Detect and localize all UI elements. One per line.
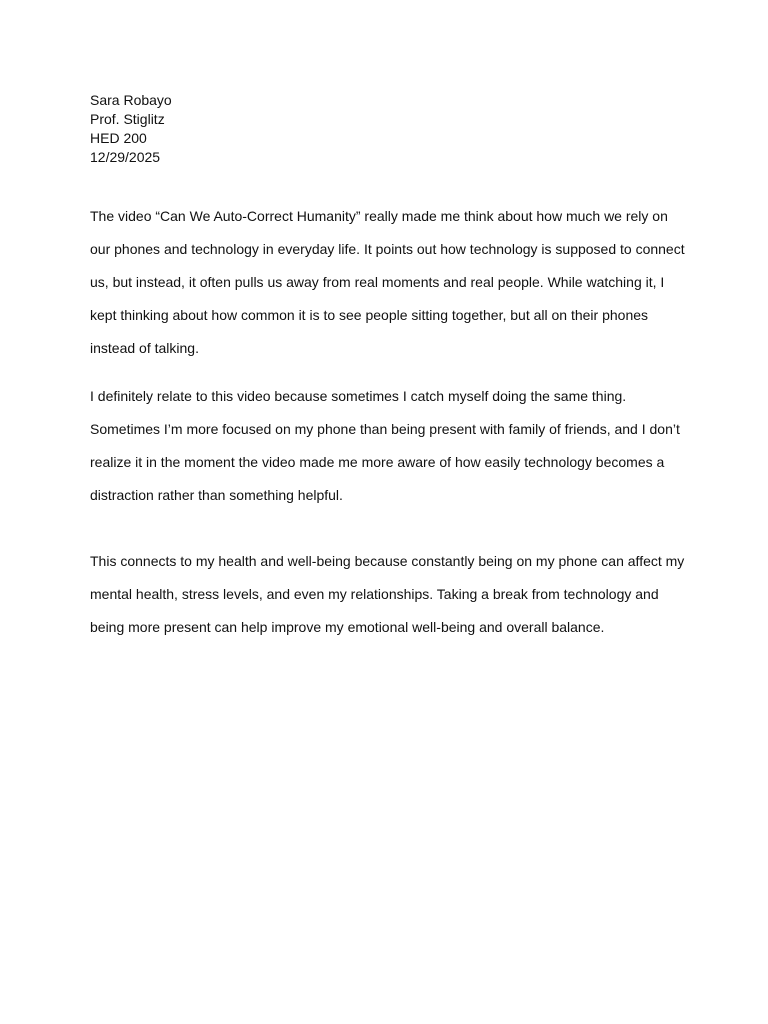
paragraph-line: instead of talking. [90, 340, 199, 356]
paragraph-line: mental health, stress levels, and even my relationships. Taking a break from technology and [90, 586, 659, 602]
paragraph-spacer [90, 365, 690, 380]
paragraph-spacer [90, 512, 690, 545]
paragraph-line: I definitely relate to this video because sometimes I catch myself doing the same thing. [90, 388, 627, 404]
paragraph-line: Sometimes I’m more focused on my phone than being present with family of friends, and I don’t [90, 421, 680, 437]
paragraph-line: realize it in the moment the video made me more aware of how easily technology becomes a [90, 454, 665, 470]
student-name: Sara Robayo [90, 92, 172, 108]
paragraph-line: The video “Can We Auto-Correct Humanity” really made me think about how much we rely on [90, 208, 668, 224]
paragraph-line: kept thinking about how common it is to see people sitting together, but all on their phones [90, 307, 649, 323]
document-date: 12/29/2025 [90, 149, 161, 165]
paragraph-line: distraction rather than something helpful. [90, 487, 343, 503]
paragraph-line: being more present can help improve my emotional well-being and overall balance. [90, 619, 605, 635]
professor-name: Prof. Stiglitz [90, 111, 165, 127]
paragraph-3 [90, 545, 690, 644]
paragraph-2 [90, 380, 690, 512]
paragraph-line: us, but instead, it often pulls us away from real moments and real people. While watching it, I [90, 274, 665, 290]
paragraph-line: our phones and technology in everyday life. It points out how technology is supposed to connect [90, 241, 685, 257]
heading-block [90, 91, 690, 167]
essay-body [90, 200, 690, 644]
paragraph-line: This connects to my health and well-being because constantly being on my phone can affect my [90, 553, 685, 569]
course-code: HED 200 [90, 130, 147, 146]
paragraph-1 [90, 200, 690, 365]
